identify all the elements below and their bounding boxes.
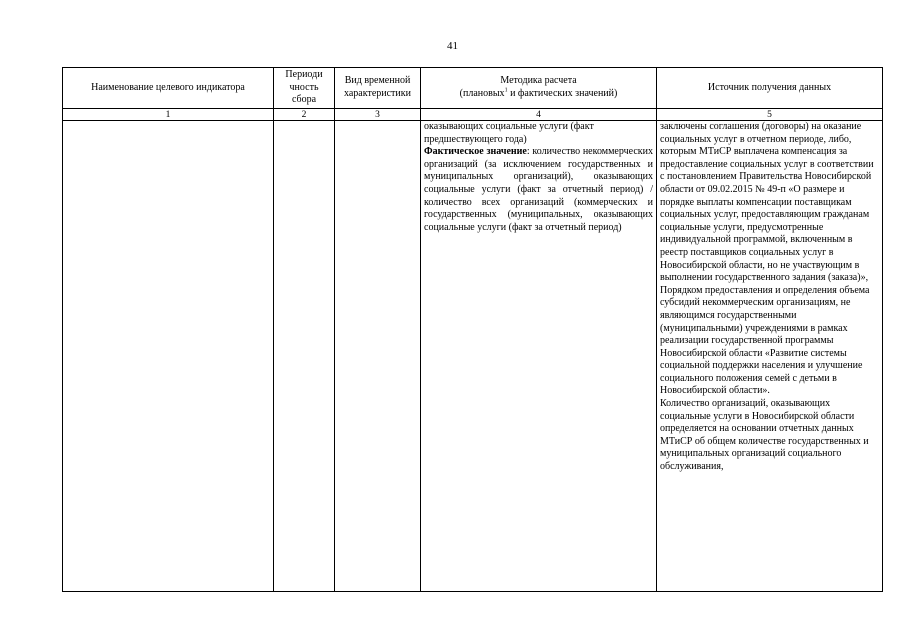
header-row	[63, 68, 883, 109]
cell-time-characteristic	[335, 121, 421, 592]
header-data-source: Источник получения данных	[657, 68, 883, 109]
page-number: 41	[447, 40, 458, 52]
column-number-row	[63, 109, 883, 121]
table-row	[63, 121, 883, 592]
cell-periodicity	[274, 121, 335, 592]
column-number: 2	[274, 109, 335, 121]
source-paragraph-1: заключены соглашения (договоры) на оказание социальных услуг в отчетном периоде, либо, которым МТиСР выплачена компенсация за предоставление социальных услуг в соответствии с постановлением Правительства Новосибирской области от 09.02.2015 № 49-п «О размере и порядке выплаты компенсации поставщикам социальных услуг, предоставляющим гражданам социальные услуги, предусмотренные индивидуальной программой, включенным в реестр поставщиков социальных услуг в Новосибирской области, но не участвующим в выполнении государственного задания (заказа)», Порядком предоставления и определения объема субсидий некоммерческим организациям, не являющимся государственными (муниципальными) учреждениями в рамках реализации государственной программы Новосибирской области «Развитие системы социальной поддержки населения и улучшение социального положения семей с детьми в Новосибирской области».	[660, 121, 874, 397]
cell-indicator-name	[63, 121, 274, 592]
footnote-marker: 1	[504, 87, 508, 94]
method-actual-value-label: Фактическое значение	[424, 146, 527, 158]
method-actual-value-paragraph	[424, 146, 653, 234]
header-calculation-method	[421, 68, 657, 109]
method-actual-value-text: : количество некоммерческих организаций (за исключением государственных и муниципальных организаций), оказывающих социальные услуги (факт за отчетный период) / количество всех организаций (коммерческих и государственных (муниципальных, оказывающих социальные услуги (факт за отчетный период)	[424, 146, 653, 233]
cell-calculation-method	[421, 121, 657, 592]
header-periodicity: Периоди чность сбора	[274, 68, 335, 109]
source-paragraph-2: Количество организаций, оказывающих социальные услуги в Новосибирской области определяется на основании отчетных данных МТиСР об общем количестве государственных и муниципальных организаций социального обслуживания,	[660, 398, 869, 473]
header-indicator-name: Наименование целевого индикатора	[63, 68, 274, 109]
column-number: 4	[421, 109, 657, 121]
column-number: 5	[657, 109, 883, 121]
cell-data-source	[657, 121, 883, 592]
header-time-characteristic: Вид временной характеристики	[335, 68, 421, 109]
header-method-line1: Методика расчета	[500, 75, 577, 87]
header-method-line2-pre: (плановых	[459, 88, 505, 99]
column-number: 1	[63, 109, 274, 121]
header-method-line2-post: и фактических значений)	[507, 88, 618, 99]
column-number: 3	[335, 109, 421, 121]
indicator-table	[62, 67, 883, 592]
method-continuation-text: оказывающих социальные услуги (факт предшествующего года)	[424, 121, 594, 145]
